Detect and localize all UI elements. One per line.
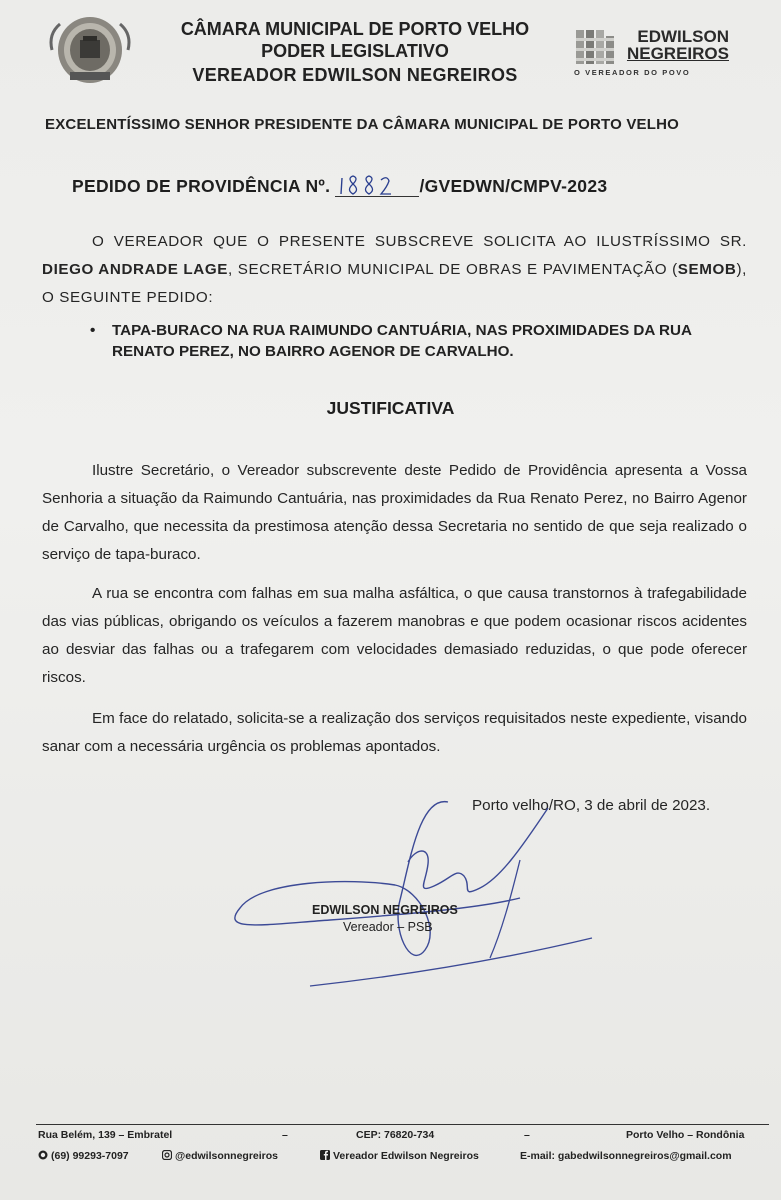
handwritten-number <box>335 178 419 197</box>
intro-text-1: O VEREADOR QUE O PRESENTE SUBSCREVE SOLICITA AO ILUSTRÍSSIMO SR. <box>92 233 747 250</box>
bullet-icon: • <box>90 322 96 339</box>
letterhead <box>150 18 560 88</box>
intro-text-2: , SECRETÁRIO MUNICIPAL DE OBRAS E PAVIMENTAÇÃO ( <box>227 261 678 278</box>
justification-text-1: Ilustre Secretário, o Vereador subscrevente deste Pedido de Providência apresenta a Vossa Senhoria a situação da Raimundo Cantuária, nas proximidades da Rua Renato Perez, no Bairro Agenor de Carvalho, que necessita da prestimosa atenção dessa Secretaria no sentido de que seja realizado o serviço de tapa-buraco. <box>42 462 747 563</box>
facebook-icon <box>320 1150 330 1160</box>
logo-name-last: NEGREIROS <box>626 44 729 63</box>
footer-phone-text: (69) 99293-7097 <box>51 1150 129 1162</box>
footer-dash-1: – <box>282 1129 288 1141</box>
footer-address: Rua Belém, 139 – Embratel <box>38 1129 173 1141</box>
whatsapp-icon <box>38 1150 48 1160</box>
seal-icon <box>46 14 134 86</box>
footer-phone <box>38 1150 129 1162</box>
footer-dash-2: – <box>524 1129 530 1141</box>
logo-name-first: EDWILSON <box>637 27 729 46</box>
intro-paragraph <box>42 228 747 312</box>
footer-email[interactable]: E-mail: gabedwilsonnegreiros@gmail.com <box>520 1150 732 1162</box>
signer-name: EDWILSON NEGREIROS <box>312 903 458 917</box>
footer-facebook-text: Vereador Edwilson Negreiros <box>333 1150 479 1162</box>
footer-cep: CEP: 76820-734 <box>356 1129 435 1141</box>
footer-city: Porto Velho – Rondônia <box>626 1129 745 1141</box>
document-title <box>72 176 607 197</box>
addressee: EXCELENTÍSSIMO SENHOR PRESIDENTE DA CÂMARA MUNICIPAL DE PORTO VELHO <box>45 116 680 133</box>
instagram-icon <box>162 1150 172 1160</box>
title-prefix: PEDIDO DE PROVIDÊNCIA Nº. <box>72 176 331 196</box>
footer-instagram-text: @edwilsonnegreiros <box>175 1150 279 1162</box>
justification-paragraph-1 <box>42 457 747 569</box>
signer-role: Vereador – PSB <box>343 920 433 934</box>
legislative-power: PODER LEGISLATIVO <box>261 41 449 61</box>
justification-paragraph-3 <box>42 705 747 761</box>
footer-divider <box>36 1124 769 1125</box>
councilman-title: VEREADOR EDWILSON NEGREIROS <box>192 65 518 85</box>
intro-text-3: ), O SEGUINTE PEDIDO: <box>42 261 747 306</box>
justification-text-2: A rua se encontra com falhas em sua malha asfáltica, o que causa transtornos à trafegabilidade das vias públicas, obrigando os veículos a fazerem manobras e que podem ocasionar riscos acidentes ao desviar das falhas ou a trafegarem com velocidades demasiado reduzidas, o que pode oferecer riscos. <box>42 585 747 686</box>
justification-text-3: Em face do relatado, solicita-se a realização dos serviços requisitados neste expediente, visando sanar com a necessária urgência os problemas apontados. <box>42 710 747 755</box>
handwritten-number-ink <box>339 174 409 198</box>
logo-tagline: O VEREADOR DO POVO <box>574 68 691 77</box>
org-acronym: SEMOB <box>677 261 737 278</box>
footer-facebook[interactable] <box>320 1150 479 1162</box>
logo-wordmark <box>626 28 729 62</box>
signature <box>220 790 640 1000</box>
request-item-text: TAPA-BURACO NA RUA RAIMUNDO CANTUÁRIA, NAS PROXIMIDADES DA RUA RENATO PEREZ, NO BAIRRO AGENOR DE CARVALHO. <box>112 322 692 360</box>
justification-heading: JUSTIFICATIVA <box>326 398 455 418</box>
chamber-name: CÂMARA MUNICIPAL DE PORTO VELHO <box>180 19 530 39</box>
justification-paragraph-2 <box>42 580 747 692</box>
place-date: Porto velho/RO, 3 de abril de 2023. <box>472 797 711 814</box>
footer-instagram[interactable] <box>162 1150 278 1162</box>
secretary-name: DIEGO ANDRADE LAGE <box>42 261 228 278</box>
title-suffix: /GVEDWN/CMPV-2023 <box>419 176 608 196</box>
